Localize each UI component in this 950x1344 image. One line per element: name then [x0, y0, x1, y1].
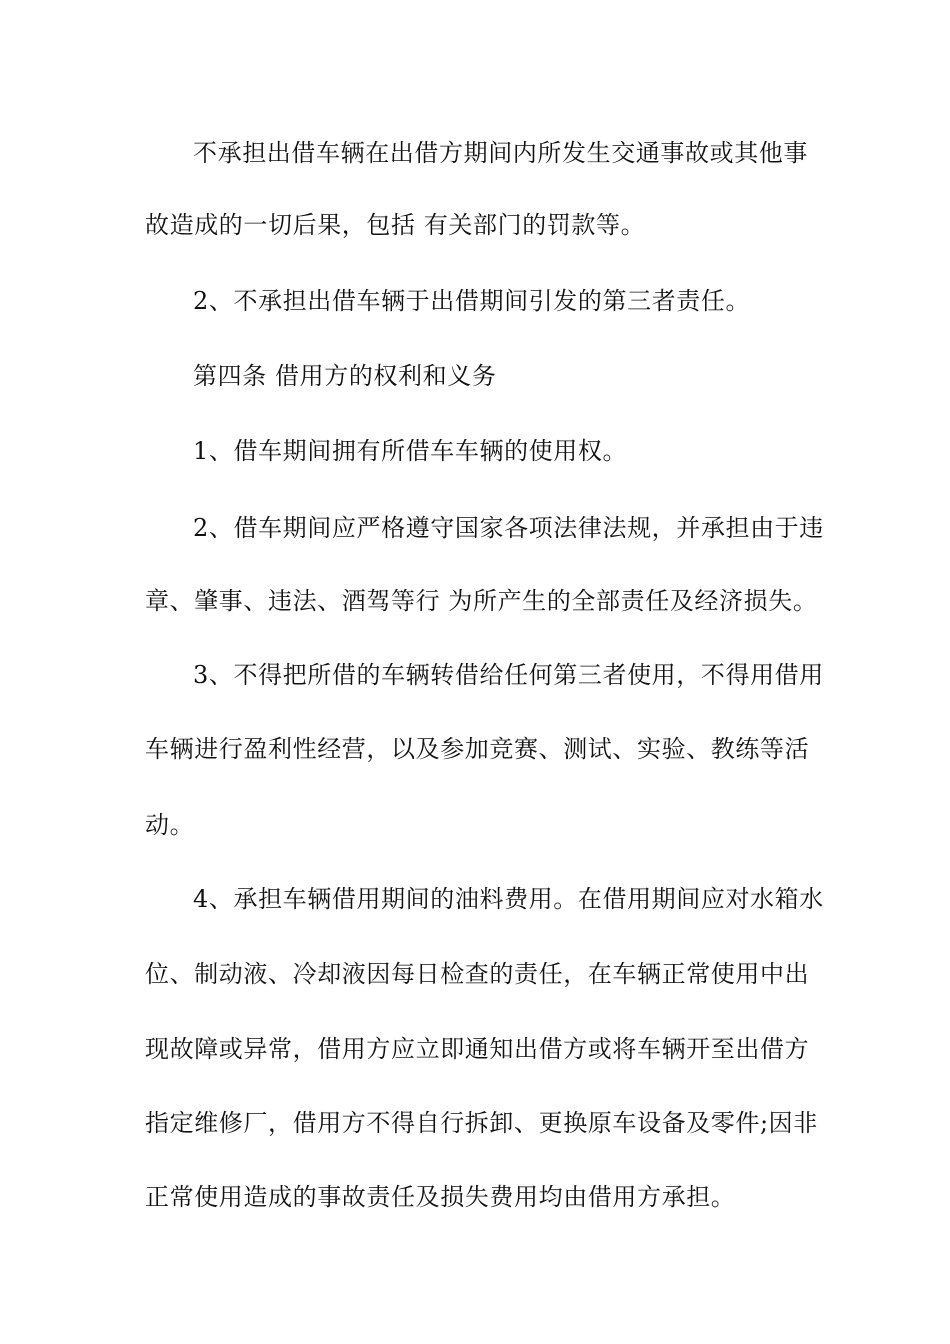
paragraph-line: 位、制动液、冷却液因每日检查的责任，在车辆正常使用中出 [145, 960, 810, 988]
paragraph-line: 4、承担车辆借用期间的油料费用。在借用期间应对水箱水 [193, 885, 824, 913]
paragraph-line: 车辆进行盈利性经营，以及参加竞赛、测试、实验、教练等活 [145, 735, 810, 763]
paragraph-line: 1、借车期间拥有所借车车辆的使用权。 [193, 437, 628, 465]
paragraph-line: 正常使用造成的事故责任及损失费用均由借用方承担。 [145, 1183, 736, 1211]
paragraph-line: 2、不承担出借车辆于出借期间引发的第三者责任。 [193, 287, 751, 315]
paragraph-line: 不承担出借车辆在出借方期间内所发生交通事故或其他事 [193, 139, 808, 167]
section-heading: 第四条 借用方的权利和义务 [193, 362, 497, 390]
paragraph-line: 指定维修厂，借用方不得自行拆卸、更换原车设备及零件;因非 [145, 1109, 818, 1137]
paragraph-line: 2、借车期间应严格遵守国家各项法律法规，并承担由于违 [193, 514, 824, 542]
paragraph-line: 章、肇事、违法、酒驾等行 为所产生的全部责任及经济损失。 [145, 587, 818, 615]
paragraph-line: 现故障或异常，借用方应立即通知出借方或将车辆开至出借方 [145, 1035, 810, 1063]
paragraph-line: 动。 [145, 811, 195, 839]
paragraph-line: 3、不得把所借的车辆转借给任何第三者使用，不得用借用 [193, 661, 824, 689]
paragraph-line: 故造成的一切后果，包括 有关部门的罚款等。 [145, 211, 646, 239]
